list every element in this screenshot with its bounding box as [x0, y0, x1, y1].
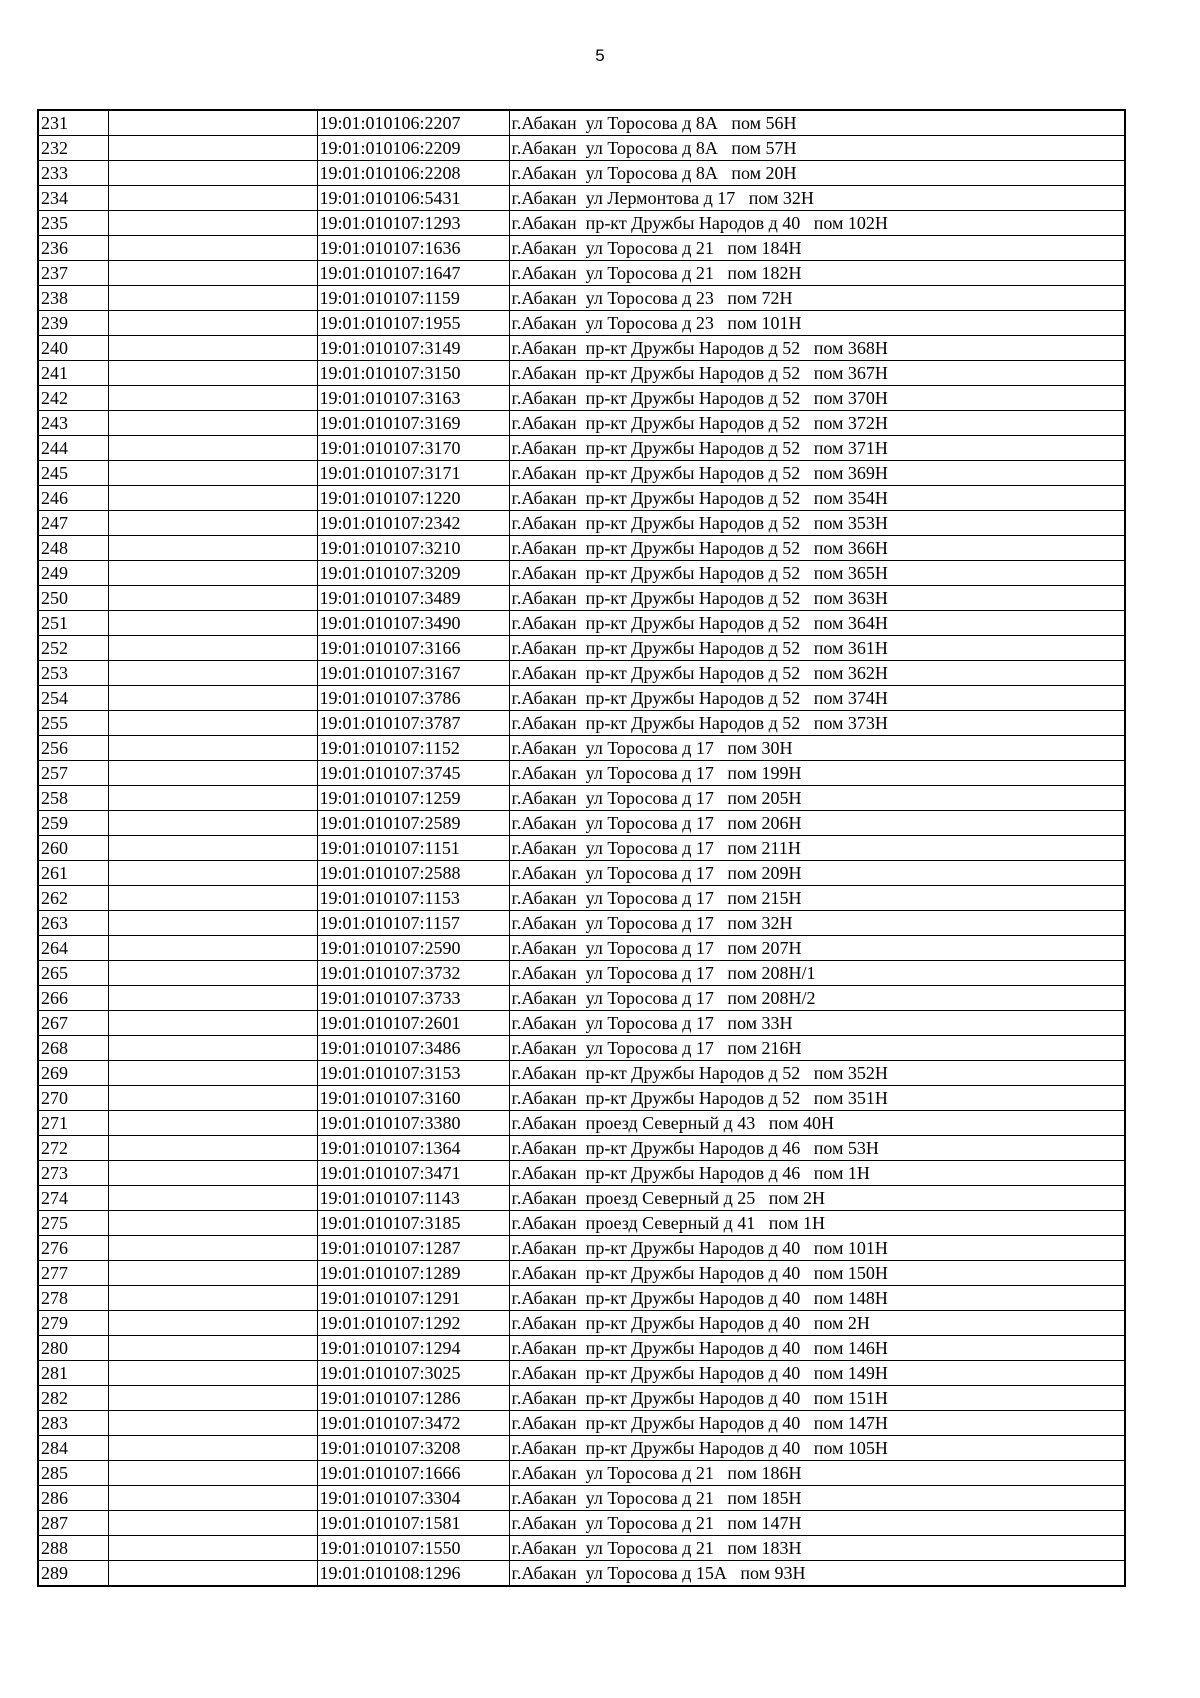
- address-cell: г.Абакан ул Торосова д 21 пом 183Н: [509, 1536, 1125, 1561]
- table-row: [38, 1286, 1125, 1311]
- cadastral-number-cell: 19:01:010107:2601: [317, 1011, 509, 1036]
- row-number-cell: 262: [38, 886, 108, 911]
- cadastral-number-cell: 19:01:010107:1647: [317, 261, 509, 286]
- table-row: [38, 1461, 1125, 1486]
- table-row: [38, 636, 1125, 661]
- table-row: [38, 1236, 1125, 1261]
- row-number-cell: 266: [38, 986, 108, 1011]
- cadastral-number-cell: 19:01:010107:3167: [317, 661, 509, 686]
- table-row: [38, 911, 1125, 936]
- row-number-cell: 240: [38, 336, 108, 361]
- row-number-cell: 253: [38, 661, 108, 686]
- row-number-cell: 280: [38, 1336, 108, 1361]
- cadastral-number-cell: 19:01:010107:2588: [317, 861, 509, 886]
- table-row: [38, 186, 1125, 211]
- row-number-cell: 259: [38, 811, 108, 836]
- table-row: [38, 1011, 1125, 1036]
- blank-cell: [108, 1161, 317, 1186]
- row-number-cell: 247: [38, 511, 108, 536]
- blank-cell: [108, 1236, 317, 1261]
- blank-cell: [108, 636, 317, 661]
- table-row: [38, 836, 1125, 861]
- address-cell: г.Абакан ул Торосова д 17 пом 205Н: [509, 786, 1125, 811]
- row-number-cell: 254: [38, 686, 108, 711]
- row-number-cell: 242: [38, 386, 108, 411]
- blank-cell: [108, 711, 317, 736]
- cadastral-number-cell: 19:01:010108:1296: [317, 1561, 509, 1587]
- blank-cell: [108, 1311, 317, 1336]
- blank-cell: [108, 1461, 317, 1486]
- table-row: [38, 110, 1125, 136]
- address-cell: г.Абакан пр-кт Дружбы Народов д 52 пом 351Н: [509, 1086, 1125, 1111]
- row-number-cell: 251: [38, 611, 108, 636]
- blank-cell: [108, 661, 317, 686]
- address-cell: г.Абакан ул Торосова д 23 пом 101Н: [509, 311, 1125, 336]
- row-number-cell: 256: [38, 736, 108, 761]
- table-row: [38, 136, 1125, 161]
- table-row: [38, 1136, 1125, 1161]
- address-cell: г.Абакан пр-кт Дружбы Народов д 40 пом 101Н: [509, 1236, 1125, 1261]
- table-row: [38, 1111, 1125, 1136]
- blank-cell: [108, 186, 317, 211]
- table-row: [38, 1211, 1125, 1236]
- blank-cell: [108, 136, 317, 161]
- blank-cell: [108, 1061, 317, 1086]
- cadastral-number-cell: 19:01:010107:1636: [317, 236, 509, 261]
- table-row: [38, 361, 1125, 386]
- table-row: [38, 1536, 1125, 1561]
- address-cell: г.Абакан ул Торосова д 8А пом 56Н: [509, 110, 1125, 136]
- row-number-cell: 288: [38, 1536, 108, 1561]
- table-row: [38, 661, 1125, 686]
- row-number-cell: 283: [38, 1411, 108, 1436]
- blank-cell: [108, 986, 317, 1011]
- address-cell: г.Абакан пр-кт Дружбы Народов д 52 пом 369Н: [509, 461, 1125, 486]
- address-cell: г.Абакан ул Торосова д 17 пом 208Н/1: [509, 961, 1125, 986]
- row-number-cell: 241: [38, 361, 108, 386]
- cadastral-number-cell: 19:01:010106:2208: [317, 161, 509, 186]
- cadastral-number-cell: 19:01:010107:3160: [317, 1086, 509, 1111]
- address-cell: г.Абакан пр-кт Дружбы Народов д 52 пом 368Н: [509, 336, 1125, 361]
- blank-cell: [108, 1011, 317, 1036]
- address-cell: г.Абакан ул Торосова д 17 пом 30Н: [509, 736, 1125, 761]
- cadastral-number-cell: 19:01:010107:3486: [317, 1036, 509, 1061]
- address-cell: г.Абакан ул Лермонтова д 17 пом 32Н: [509, 186, 1125, 211]
- address-cell: г.Абакан пр-кт Дружбы Народов д 52 пом 372Н: [509, 411, 1125, 436]
- row-number-cell: 273: [38, 1161, 108, 1186]
- table-row: [38, 861, 1125, 886]
- row-number-cell: 232: [38, 136, 108, 161]
- address-cell: г.Абакан пр-кт Дружбы Народов д 52 пом 371Н: [509, 436, 1125, 461]
- table-row: [38, 1261, 1125, 1286]
- address-cell: г.Абакан пр-кт Дружбы Народов д 52 пом 363Н: [509, 586, 1125, 611]
- row-number-cell: 238: [38, 286, 108, 311]
- cadastral-number-cell: 19:01:010107:3170: [317, 436, 509, 461]
- row-number-cell: 272: [38, 1136, 108, 1161]
- table-row: [38, 211, 1125, 236]
- blank-cell: [108, 1436, 317, 1461]
- address-cell: г.Абакан ул Торосова д 15А пом 93Н: [509, 1561, 1125, 1587]
- address-cell: г.Абакан пр-кт Дружбы Народов д 52 пом 374Н: [509, 686, 1125, 711]
- cadastral-number-cell: 19:01:010107:3490: [317, 611, 509, 636]
- blank-cell: [108, 686, 317, 711]
- blank-cell: [108, 1036, 317, 1061]
- blank-cell: [108, 611, 317, 636]
- blank-cell: [108, 736, 317, 761]
- table-row: [38, 161, 1125, 186]
- blank-cell: [108, 1411, 317, 1436]
- cadastral-number-cell: 19:01:010107:3380: [317, 1111, 509, 1136]
- cadastral-number-cell: 19:01:010107:1550: [317, 1536, 509, 1561]
- blank-cell: [108, 1336, 317, 1361]
- blank-cell: [108, 961, 317, 986]
- blank-cell: [108, 786, 317, 811]
- cadastral-number-cell: 19:01:010107:1666: [317, 1461, 509, 1486]
- row-number-cell: 278: [38, 1286, 108, 1311]
- table-row: [38, 261, 1125, 286]
- cadastral-number-cell: 19:01:010107:3149: [317, 336, 509, 361]
- table-row: [38, 436, 1125, 461]
- cadastral-number-cell: 19:01:010107:3732: [317, 961, 509, 986]
- address-cell: г.Абакан пр-кт Дружбы Народов д 40 пом 146Н: [509, 1336, 1125, 1361]
- blank-cell: [108, 1361, 317, 1386]
- row-number-cell: 263: [38, 911, 108, 936]
- cadastral-number-cell: 19:01:010107:3208: [317, 1436, 509, 1461]
- cadastral-number-cell: 19:01:010107:3304: [317, 1486, 509, 1511]
- cadastral-number-cell: 19:01:010107:1143: [317, 1186, 509, 1211]
- cadastral-number-cell: 19:01:010107:1153: [317, 886, 509, 911]
- blank-cell: [108, 461, 317, 486]
- row-number-cell: 287: [38, 1511, 108, 1536]
- cadastral-number-cell: 19:01:010107:1287: [317, 1236, 509, 1261]
- row-number-cell: 264: [38, 936, 108, 961]
- page-number: 5: [595, 46, 605, 65]
- row-number-cell: 277: [38, 1261, 108, 1286]
- address-cell: г.Абакан ул Торосова д 17 пом 33Н: [509, 1011, 1125, 1036]
- blank-cell: [108, 261, 317, 286]
- cadastral-number-cell: 19:01:010107:3210: [317, 536, 509, 561]
- address-cell: г.Абакан пр-кт Дружбы Народов д 40 пом 105Н: [509, 1436, 1125, 1461]
- address-cell: г.Абакан пр-кт Дружбы Народов д 40 пом 2Н: [509, 1311, 1125, 1336]
- address-cell: г.Абакан пр-кт Дружбы Народов д 52 пом 366Н: [509, 536, 1125, 561]
- cadastral-number-cell: 19:01:010107:1286: [317, 1386, 509, 1411]
- table-row: [38, 736, 1125, 761]
- table-row: [38, 1161, 1125, 1186]
- blank-cell: [108, 411, 317, 436]
- table-row: [38, 686, 1125, 711]
- row-number-cell: 267: [38, 1011, 108, 1036]
- table-row: [38, 536, 1125, 561]
- blank-cell: [108, 161, 317, 186]
- table-row: [38, 1186, 1125, 1211]
- address-cell: г.Абакан ул Торосова д 17 пом 206Н: [509, 811, 1125, 836]
- table-row: [38, 1311, 1125, 1336]
- cadastral-number-cell: 19:01:010107:3489: [317, 586, 509, 611]
- row-number-cell: 235: [38, 211, 108, 236]
- table-row: [38, 786, 1125, 811]
- table-row: [38, 336, 1125, 361]
- blank-cell: [108, 586, 317, 611]
- cadastral-number-cell: 19:01:010107:1293: [317, 211, 509, 236]
- table-row: [38, 1036, 1125, 1061]
- blank-cell: [108, 1086, 317, 1111]
- blank-cell: [108, 1211, 317, 1236]
- row-number-cell: 246: [38, 486, 108, 511]
- table-row: [38, 936, 1125, 961]
- table-row: [38, 886, 1125, 911]
- cadastral-number-cell: 19:01:010107:3163: [317, 386, 509, 411]
- blank-cell: [108, 1511, 317, 1536]
- table-row: [38, 1436, 1125, 1461]
- row-number-cell: 250: [38, 586, 108, 611]
- blank-cell: [108, 436, 317, 461]
- blank-cell: [108, 211, 317, 236]
- cadastral-number-cell: 19:01:010107:2589: [317, 811, 509, 836]
- blank-cell: [108, 286, 317, 311]
- address-cell: г.Абакан ул Торосова д 17 пом 207Н: [509, 936, 1125, 961]
- address-cell: г.Абакан пр-кт Дружбы Народов д 52 пом 364Н: [509, 611, 1125, 636]
- cadastral-number-cell: 19:01:010107:2590: [317, 936, 509, 961]
- row-number-cell: 270: [38, 1086, 108, 1111]
- row-number-cell: 234: [38, 186, 108, 211]
- blank-cell: [108, 536, 317, 561]
- cadastral-number-cell: 19:01:010107:1157: [317, 911, 509, 936]
- address-cell: г.Абакан ул Торосова д 21 пом 186Н: [509, 1461, 1125, 1486]
- table-row: [38, 611, 1125, 636]
- cadastral-number-cell: 19:01:010107:3209: [317, 561, 509, 586]
- table-row: [38, 486, 1125, 511]
- blank-cell: [108, 236, 317, 261]
- address-cell: г.Абакан пр-кт Дружбы Народов д 46 пом 1Н: [509, 1161, 1125, 1186]
- table-row: [38, 1336, 1125, 1361]
- blank-cell: [108, 886, 317, 911]
- cadastral-number-cell: 19:01:010107:3025: [317, 1361, 509, 1386]
- table-row: [38, 1486, 1125, 1511]
- table-row: [38, 961, 1125, 986]
- row-number-cell: 260: [38, 836, 108, 861]
- row-number-cell: 265: [38, 961, 108, 986]
- table-row: [38, 1361, 1125, 1386]
- table-row: [38, 561, 1125, 586]
- row-number-cell: 249: [38, 561, 108, 586]
- address-cell: г.Абакан пр-кт Дружбы Народов д 52 пом 365Н: [509, 561, 1125, 586]
- blank-cell: [108, 336, 317, 361]
- blank-cell: [108, 936, 317, 961]
- address-cell: г.Абакан пр-кт Дружбы Народов д 52 пом 362Н: [509, 661, 1125, 686]
- table-row: [38, 586, 1125, 611]
- registry-body: [38, 110, 1125, 1586]
- cadastral-number-cell: 19:01:010107:1581: [317, 1511, 509, 1536]
- cadastral-number-cell: 19:01:010107:3169: [317, 411, 509, 436]
- cadastral-number-cell: 19:01:010106:2207: [317, 110, 509, 136]
- cadastral-number-cell: 19:01:010107:3472: [317, 1411, 509, 1436]
- row-number-cell: 268: [38, 1036, 108, 1061]
- blank-cell: [108, 1561, 317, 1587]
- address-cell: г.Абакан ул Торосова д 17 пом 208Н/2: [509, 986, 1125, 1011]
- cadastral-number-cell: 19:01:010107:1364: [317, 1136, 509, 1161]
- row-number-cell: 245: [38, 461, 108, 486]
- blank-cell: [108, 486, 317, 511]
- cadastral-number-cell: 19:01:010107:3471: [317, 1161, 509, 1186]
- cadastral-number-cell: 19:01:010107:3185: [317, 1211, 509, 1236]
- table-row: [38, 1386, 1125, 1411]
- blank-cell: [108, 836, 317, 861]
- blank-cell: [108, 861, 317, 886]
- row-number-cell: 261: [38, 861, 108, 886]
- cadastral-number-cell: 19:01:010107:1289: [317, 1261, 509, 1286]
- cadastral-number-cell: 19:01:010107:1151: [317, 836, 509, 861]
- blank-cell: [108, 911, 317, 936]
- cadastral-number-cell: 19:01:010107:3153: [317, 1061, 509, 1086]
- cadastral-number-cell: 19:01:010107:2342: [317, 511, 509, 536]
- cadastral-number-cell: 19:01:010107:3733: [317, 986, 509, 1011]
- address-cell: г.Абакан ул Торосова д 21 пом 182Н: [509, 261, 1125, 286]
- address-cell: г.Абакан пр-кт Дружбы Народов д 52 пом 361Н: [509, 636, 1125, 661]
- table-row: [38, 711, 1125, 736]
- table-row: [38, 411, 1125, 436]
- table-row: [38, 1061, 1125, 1086]
- table-row: [38, 511, 1125, 536]
- blank-cell: [108, 386, 317, 411]
- cadastral-number-cell: 19:01:010107:3786: [317, 686, 509, 711]
- row-number-cell: 279: [38, 1311, 108, 1336]
- table-row: [38, 286, 1125, 311]
- blank-cell: [108, 1186, 317, 1211]
- cadastral-number-cell: 19:01:010107:1152: [317, 736, 509, 761]
- row-number-cell: 289: [38, 1561, 108, 1587]
- address-cell: г.Абакан пр-кт Дружбы Народов д 52 пом 354Н: [509, 486, 1125, 511]
- cadastral-number-cell: 19:01:010107:1294: [317, 1336, 509, 1361]
- row-number-cell: 285: [38, 1461, 108, 1486]
- cadastral-number-cell: 19:01:010107:1220: [317, 486, 509, 511]
- table-row: [38, 461, 1125, 486]
- address-cell: г.Абакан пр-кт Дружбы Народов д 40 пом 102Н: [509, 211, 1125, 236]
- row-number-cell: 248: [38, 536, 108, 561]
- address-cell: г.Абакан ул Торосова д 8А пом 20Н: [509, 161, 1125, 186]
- address-cell: г.Абакан пр-кт Дружбы Народов д 46 пом 53Н: [509, 1136, 1125, 1161]
- cadastral-number-cell: 19:01:010107:1292: [317, 1311, 509, 1336]
- address-cell: г.Абакан ул Торосова д 17 пом 211Н: [509, 836, 1125, 861]
- table-row: [38, 1086, 1125, 1111]
- row-number-cell: 281: [38, 1361, 108, 1386]
- address-cell: г.Абакан пр-кт Дружбы Народов д 52 пом 370Н: [509, 386, 1125, 411]
- blank-cell: [108, 1261, 317, 1286]
- row-number-cell: 236: [38, 236, 108, 261]
- blank-cell: [108, 561, 317, 586]
- cadastral-number-cell: 19:01:010107:1955: [317, 311, 509, 336]
- blank-cell: [108, 361, 317, 386]
- blank-cell: [108, 1286, 317, 1311]
- cadastral-number-cell: 19:01:010106:2209: [317, 136, 509, 161]
- cadastral-number-cell: 19:01:010106:5431: [317, 186, 509, 211]
- address-cell: г.Абакан ул Торосова д 23 пом 72Н: [509, 286, 1125, 311]
- registry-table: [37, 109, 1126, 1587]
- blank-cell: [108, 761, 317, 786]
- row-number-cell: 243: [38, 411, 108, 436]
- address-cell: г.Абакан ул Торосова д 21 пом 147Н: [509, 1511, 1125, 1536]
- cadastral-number-cell: 19:01:010107:3166: [317, 636, 509, 661]
- row-number-cell: 282: [38, 1386, 108, 1411]
- address-cell: г.Абакан проезд Северный д 43 пом 40Н: [509, 1111, 1125, 1136]
- cadastral-number-cell: 19:01:010107:3171: [317, 461, 509, 486]
- row-number-cell: 239: [38, 311, 108, 336]
- row-number-cell: 257: [38, 761, 108, 786]
- address-cell: г.Абакан пр-кт Дружбы Народов д 52 пом 352Н: [509, 1061, 1125, 1086]
- cadastral-number-cell: 19:01:010107:1259: [317, 786, 509, 811]
- blank-cell: [108, 1536, 317, 1561]
- cadastral-number-cell: 19:01:010107:1159: [317, 286, 509, 311]
- address-cell: г.Абакан пр-кт Дружбы Народов д 40 пом 149Н: [509, 1361, 1125, 1386]
- table-row: [38, 811, 1125, 836]
- table-row: [38, 236, 1125, 261]
- row-number-cell: 258: [38, 786, 108, 811]
- address-cell: г.Абакан пр-кт Дружбы Народов д 52 пом 367Н: [509, 361, 1125, 386]
- row-number-cell: 271: [38, 1111, 108, 1136]
- blank-cell: [108, 110, 317, 136]
- blank-cell: [108, 1486, 317, 1511]
- table-row: [38, 1411, 1125, 1436]
- table-row: [38, 311, 1125, 336]
- blank-cell: [108, 511, 317, 536]
- blank-cell: [108, 1111, 317, 1136]
- address-cell: г.Абакан пр-кт Дружбы Народов д 40 пом 151Н: [509, 1386, 1125, 1411]
- table-row: [38, 386, 1125, 411]
- address-cell: г.Абакан проезд Северный д 25 пом 2Н: [509, 1186, 1125, 1211]
- cadastral-number-cell: 19:01:010107:3150: [317, 361, 509, 386]
- row-number-cell: 252: [38, 636, 108, 661]
- address-cell: г.Абакан пр-кт Дружбы Народов д 52 пом 373Н: [509, 711, 1125, 736]
- address-cell: г.Абакан ул Торосова д 21 пом 185Н: [509, 1486, 1125, 1511]
- address-cell: г.Абакан пр-кт Дружбы Народов д 40 пом 148Н: [509, 1286, 1125, 1311]
- blank-cell: [108, 311, 317, 336]
- address-cell: г.Абакан ул Торосова д 17 пом 209Н: [509, 861, 1125, 886]
- address-cell: г.Абакан ул Торосова д 17 пом 32Н: [509, 911, 1125, 936]
- blank-cell: [108, 1386, 317, 1411]
- row-number-cell: 275: [38, 1211, 108, 1236]
- address-cell: г.Абакан ул Торосова д 17 пом 216Н: [509, 1036, 1125, 1061]
- row-number-cell: 286: [38, 1486, 108, 1511]
- cadastral-number-cell: 19:01:010107:3787: [317, 711, 509, 736]
- row-number-cell: 284: [38, 1436, 108, 1461]
- blank-cell: [108, 811, 317, 836]
- address-cell: г.Абакан пр-кт Дружбы Народов д 40 пом 150Н: [509, 1261, 1125, 1286]
- row-number-cell: 274: [38, 1186, 108, 1211]
- row-number-cell: 231: [38, 110, 108, 136]
- address-cell: г.Абакан ул Торосова д 21 пом 184Н: [509, 236, 1125, 261]
- row-number-cell: 255: [38, 711, 108, 736]
- address-cell: г.Абакан ул Торосова д 17 пом 215Н: [509, 886, 1125, 911]
- blank-cell: [108, 1136, 317, 1161]
- address-cell: г.Абакан проезд Северный д 41 пом 1Н: [509, 1211, 1125, 1236]
- table-row: [38, 1561, 1125, 1587]
- address-cell: г.Абакан ул Торосова д 17 пом 199Н: [509, 761, 1125, 786]
- cadastral-number-cell: 19:01:010107:3745: [317, 761, 509, 786]
- row-number-cell: 269: [38, 1061, 108, 1086]
- address-cell: г.Абакан пр-кт Дружбы Народов д 52 пом 353Н: [509, 511, 1125, 536]
- row-number-cell: 276: [38, 1236, 108, 1261]
- row-number-cell: 237: [38, 261, 108, 286]
- table-row: [38, 761, 1125, 786]
- table-row: [38, 986, 1125, 1011]
- address-cell: г.Абакан пр-кт Дружбы Народов д 40 пом 147Н: [509, 1411, 1125, 1436]
- cadastral-number-cell: 19:01:010107:1291: [317, 1286, 509, 1311]
- table-row: [38, 1511, 1125, 1536]
- row-number-cell: 244: [38, 436, 108, 461]
- row-number-cell: 233: [38, 161, 108, 186]
- address-cell: г.Абакан ул Торосова д 8А пом 57Н: [509, 136, 1125, 161]
